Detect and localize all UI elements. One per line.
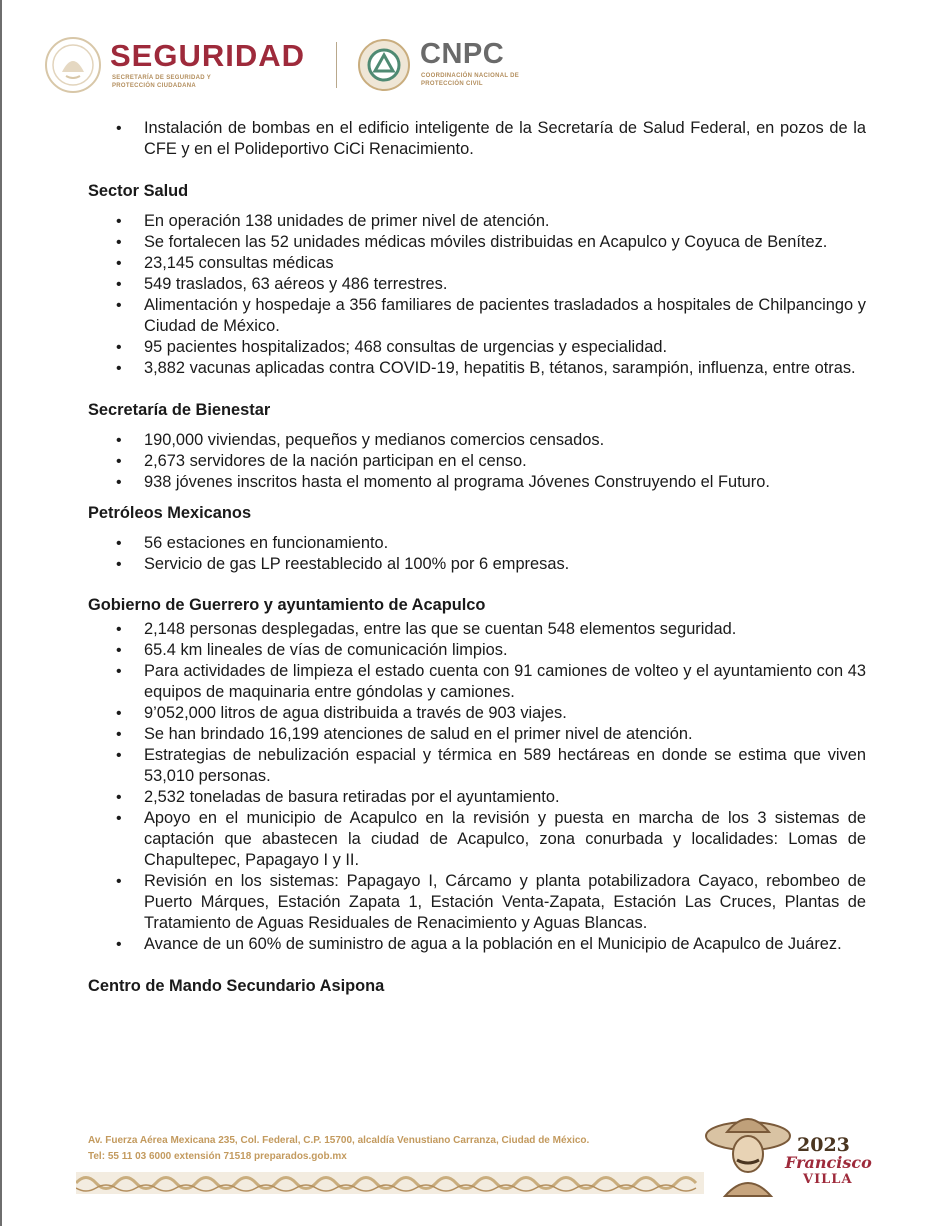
bullet-icon: •	[116, 556, 122, 573]
mexico-seal-icon	[44, 36, 102, 94]
francisco-villa-logo	[705, 1110, 870, 1200]
list-item	[88, 871, 866, 934]
list-item	[88, 533, 866, 554]
bullet-icon: •	[116, 276, 122, 293]
section-heading: Sector Salud	[88, 182, 189, 200]
list-item	[88, 619, 866, 640]
footer-phone-line: Tel: 55 11 03 6000 extensión 71518 preparados.gob.mx	[88, 1151, 347, 1162]
bullet-icon: •	[116, 726, 122, 743]
list-item	[88, 472, 866, 493]
bullet-icon: •	[116, 120, 122, 137]
bullet-list	[88, 211, 866, 379]
seguridad-subtitle: SECRETARÍA DE SEGURIDAD Y PROTECCIÓN CIUDADANA	[112, 75, 211, 89]
list-item-text: Instalación de bombas en el edificio inteligente de la Secretaría de Salud Federal, en pozos de la CFE y en el Polideportivo CiCi Renacimiento.	[144, 119, 866, 158]
bullet-list	[88, 430, 866, 493]
list-item-text: 9’052,000 litros de agua distribuida a través de 903 viajes.	[144, 704, 567, 722]
list-item-text: Para actividades de limpieza el estado cuenta con 91 camiones de volteo y el ayuntamiento con 43 equipos de maquinaria entre góndolas y camiones.	[144, 662, 866, 701]
bullet-icon: •	[116, 432, 122, 449]
list-item	[88, 295, 866, 337]
villa-portrait-icon	[705, 1110, 791, 1198]
section-heading: Centro de Mando Secundario Asipona	[88, 977, 385, 995]
bullet-icon: •	[116, 873, 122, 890]
list-item-text: 549 traslados, 63 aéreos y 486 terrestres.	[144, 275, 448, 293]
footer-address-line: Av. Fuerza Aérea Mexicana 235, Col. Federal, C.P. 15700, alcaldía Venustiano Carranza, Ciudad de México.	[88, 1135, 590, 1146]
bullet-icon: •	[116, 255, 122, 272]
list-item-text: Estrategias de nebulización espacial y térmica en 589 hectáreas en donde se estima que viven 53,010 personas.	[144, 746, 866, 785]
document-body	[88, 118, 866, 997]
list-item-text: Alimentación y hospedaje a 356 familiares de pacientes trasladados a hospitales de Chilpancingo y Ciudad de México.	[144, 296, 866, 335]
bullet-icon: •	[116, 747, 122, 764]
logo-name: Francisco	[785, 1153, 872, 1172]
list-item-text: 23,145 consultas médicas	[144, 254, 334, 272]
bullet-icon: •	[116, 360, 122, 377]
bullet-icon: •	[116, 339, 122, 356]
list-item-text: Revisión en los sistemas: Papagayo I, Cárcamo y planta potabilizadora Cayaco, rebombeo de Puerto Márques, Estación Zapata 1, Estación Venta-Zapata, Estación Las Cruces, Plantas de Tratamiento de Aguas Residuales de Renacimiento y Aguas Blancas.	[144, 872, 866, 932]
list-item-text: En operación 138 unidades de primer nivel de atención.	[144, 212, 550, 230]
list-item-text: Se han brindado 16,199 atenciones de salud en el primer nivel de atención.	[144, 725, 693, 743]
list-item	[88, 274, 866, 295]
list-item	[88, 451, 866, 472]
list-item	[88, 118, 866, 160]
cnpc-subtitle: COORDINACIÓN NACIONAL DE PROTECCIÓN CIVIL	[421, 73, 520, 87]
list-item	[88, 934, 866, 955]
section-heading: Secretaría de Bienestar	[88, 401, 271, 419]
cnpc-logo-icon	[357, 38, 411, 92]
list-item-text: 190,000 viviendas, pequeños y medianos comercios censados.	[144, 431, 605, 449]
section-heading: Gobierno de Guerrero y ayuntamiento de Acapulco	[88, 596, 486, 614]
list-item-text: 56 estaciones en funcionamiento.	[144, 534, 389, 552]
decorative-pattern-band	[76, 1172, 704, 1194]
bullet-icon: •	[116, 810, 122, 827]
bullet-icon: •	[116, 789, 122, 806]
letterhead	[44, 36, 564, 98]
footer-address	[88, 1133, 708, 1165]
list-item-text: Se fortalecen las 52 unidades médicas móviles distribuidas en Acapulco y Coyuca de Benítez.	[144, 233, 828, 251]
list-item-text: 2,148 personas desplegadas, entre las que se cuentan 548 elementos seguridad.	[144, 620, 737, 638]
list-item-text: Apoyo en el municipio de Acapulco en la revisión y puesta en marcha de los 3 sistemas de captación que abastecen la ciudad de Acapulco, zona conurbada y localidades: Lomas de Chapultepec, Papagayo I y II.	[144, 809, 866, 869]
list-item	[88, 724, 866, 745]
list-item	[88, 787, 866, 808]
logo-surname: VILLA	[803, 1172, 853, 1187]
list-item	[88, 640, 866, 661]
logo-year: 2023	[797, 1134, 850, 1156]
list-item	[88, 703, 866, 724]
list-item	[88, 253, 866, 274]
bullet-list	[88, 533, 866, 575]
bullet-icon: •	[116, 297, 122, 314]
bullet-icon: •	[116, 474, 122, 491]
cnpc-title: CNPC	[420, 38, 505, 70]
bullet-icon: •	[116, 642, 122, 659]
section-heading: Petróleos Mexicanos	[88, 504, 252, 522]
bullet-list	[88, 118, 866, 160]
list-item-text: 2,673 servidores de la nación participan en el censo.	[144, 452, 527, 470]
bullet-icon: •	[116, 705, 122, 722]
bullet-icon: •	[116, 936, 122, 953]
bullet-icon: •	[116, 663, 122, 680]
bullet-icon: •	[116, 453, 122, 470]
list-item	[88, 358, 866, 379]
bullet-icon: •	[116, 535, 122, 552]
bullet-icon: •	[116, 621, 122, 638]
bullet-icon: •	[116, 213, 122, 230]
list-item	[88, 661, 866, 703]
header-divider	[336, 42, 337, 88]
list-item	[88, 337, 866, 358]
list-item-text: 95 pacientes hospitalizados; 468 consultas de urgencias y especialidad.	[144, 338, 668, 356]
list-item	[88, 554, 866, 575]
seguridad-title: SEGURIDAD	[110, 38, 306, 73]
list-item-text: 65.4 km lineales de vías de comunicación limpios.	[144, 641, 508, 659]
bullet-icon: •	[116, 234, 122, 251]
list-item-text: 2,532 toneladas de basura retiradas por el ayuntamiento.	[144, 788, 560, 806]
list-item	[88, 745, 866, 787]
list-item-text: Servicio de gas LP reestablecido al 100% por 6 empresas.	[144, 555, 570, 573]
list-item	[88, 232, 866, 253]
list-item	[88, 808, 866, 871]
bullet-list	[88, 619, 866, 955]
list-item-text: 3,882 vacunas aplicadas contra COVID-19, hepatitis B, tétanos, sarampión, influenza, entre otras.	[144, 359, 856, 377]
list-item	[88, 211, 866, 232]
list-item-text: Avance de un 60% de suministro de agua a la población en el Municipio de Acapulco de Juárez.	[144, 935, 842, 953]
page-left-rule	[0, 0, 2, 1226]
list-item	[88, 430, 866, 451]
list-item-text: 938 jóvenes inscritos hasta el momento al programa Jóvenes Construyendo el Futuro.	[144, 473, 770, 491]
